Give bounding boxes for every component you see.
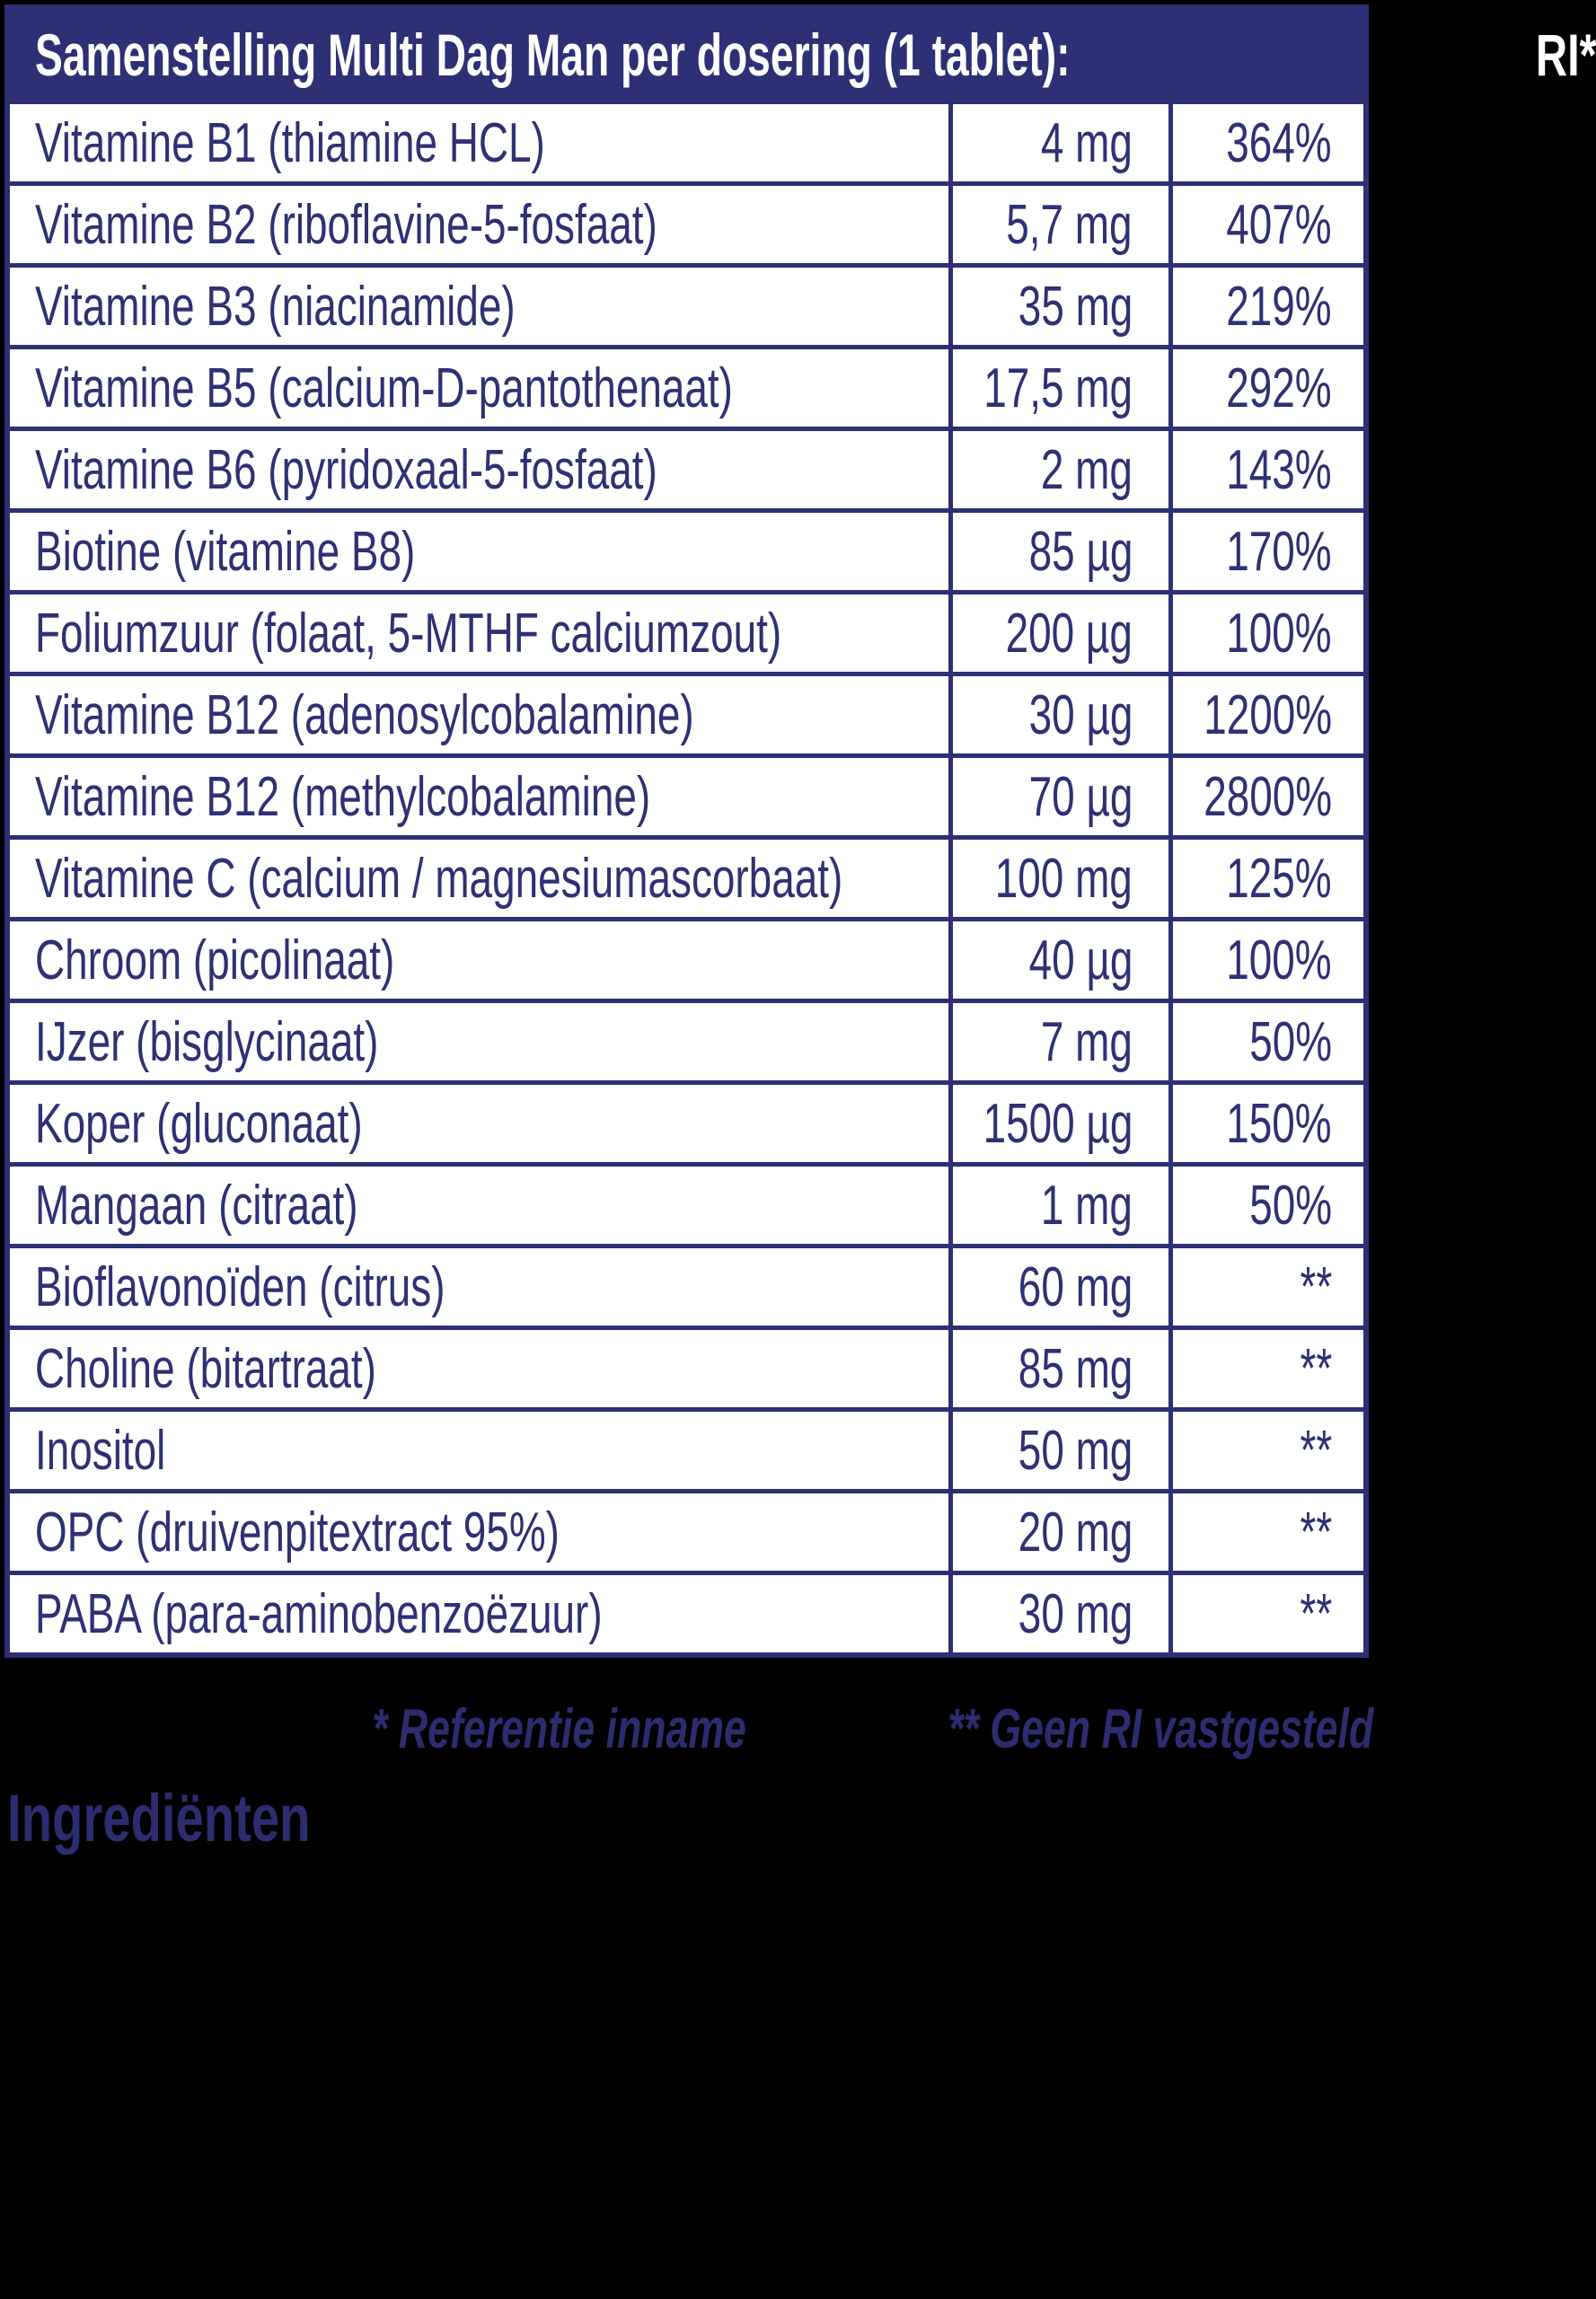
row-name-cell [10,1493,948,1571]
row-ri-text: 1200% [1204,683,1332,746]
row-amount-cell [953,104,1168,181]
row-amount-text: 70 µg [1028,765,1133,828]
row-name-text: Vitamine B12 (adenosylcobalamine) [35,683,694,746]
row-name-cell [10,1412,948,1489]
row-amount-text: 5,7 mg [1006,193,1133,256]
row-ri-text: 100% [1226,929,1332,991]
row-name-text: Vitamine B5 (calcium-D-pantothenaat) [35,357,733,419]
row-name-cell [10,513,948,590]
row-amount-text: 85 µg [1028,520,1133,583]
row-amount-cell [953,758,1168,835]
row-name-cell [10,186,948,263]
row-name-text: Choline (bitartraat) [35,1337,376,1400]
row-ri-text: ** [1300,1419,1332,1482]
row-ri-text: ** [1300,1582,1332,1645]
row-name-text: Inositol [35,1419,166,1482]
row-amount-text: 2 mg [1040,438,1133,501]
row-ri-cell [1173,1493,1363,1571]
row-ri-text: 150% [1226,1092,1332,1155]
row-ri-text: 100% [1226,602,1332,665]
row-amount-cell [953,1003,1168,1080]
row-ri-cell [1173,758,1363,835]
row-name-text: PABA (para-aminobenzoëzuur) [35,1582,603,1645]
row-ri-text: ** [1300,1255,1332,1318]
row-name-text: Koper (gluconaat) [35,1092,363,1155]
row-amount-text: 30 mg [1018,1582,1133,1645]
row-name-cell [10,1575,948,1652]
row-ri-cell [1173,921,1363,999]
row-ri-cell [1173,268,1363,345]
row-name-text: Mangaan (citraat) [35,1174,358,1237]
row-ri-cell [1173,1085,1363,1162]
row-name-text: Vitamine B2 (riboflavine-5-fosfaat) [35,193,657,256]
footnote [0,1693,1373,1765]
row-name-text: Biotine (vitamine B8) [35,520,416,583]
row-amount-text: 50 mg [1018,1419,1133,1482]
row-amount-cell [953,1493,1168,1571]
row-ri-cell [1173,840,1363,917]
row-amount-cell [953,349,1168,427]
row-ri-cell [1173,1003,1363,1080]
row-name-text: Vitamine B12 (methylcobalamine) [35,765,651,828]
row-amount-text: 7 mg [1040,1010,1133,1073]
row-amount-text: 40 µg [1028,929,1133,991]
row-ri-text: 125% [1226,847,1332,910]
row-name-cell [10,758,948,835]
row-amount-cell [953,186,1168,263]
ri-column-label: RI* [1535,22,1596,88]
row-name-cell [10,268,948,345]
row-name-text: Chroom (picolinaat) [35,929,395,991]
row-name-cell [10,1167,948,1244]
row-name-text: Vitamine B3 (niacinamide) [35,275,516,338]
row-ri-cell [1173,349,1363,427]
row-ri-text: 219% [1226,275,1332,338]
row-name-cell [10,676,948,753]
table-header-row [10,10,1596,100]
row-ri-cell [1173,1330,1363,1407]
row-amount-text: 20 mg [1018,1501,1133,1563]
row-ri-cell [1173,513,1363,590]
row-amount-text: 1500 µg [983,1092,1133,1155]
row-amount-text: 200 µg [1005,602,1133,665]
row-name-cell [10,595,948,672]
row-ri-text: 2800% [1204,765,1332,828]
row-name-cell [10,1248,948,1326]
row-ri-text: 50% [1249,1174,1332,1237]
row-amount-cell [953,1085,1168,1162]
row-amount-cell [953,1167,1168,1244]
row-amount-cell [953,268,1168,345]
row-ri-cell [1173,1248,1363,1326]
ingredients-heading: Ingrediënten [7,1780,311,1855]
row-name-text: Foliumzuur (folaat, 5-MTHF calciumzout) [35,602,782,665]
row-amount-cell [953,840,1168,917]
row-name-text: Vitamine B1 (thiamine HCL) [35,111,545,174]
row-amount-text: 1 mg [1040,1174,1133,1237]
row-name-text: IJzer (bisglycinaat) [35,1010,379,1073]
row-amount-text: 17,5 mg [983,357,1133,419]
row-name-text: Vitamine C (calcium / magnesiumascorbaat) [35,847,843,910]
row-amount-text: 30 µg [1028,683,1133,746]
row-ri-text: 364% [1226,111,1332,174]
row-amount-cell [953,1575,1168,1652]
row-ri-cell [1173,431,1363,508]
row-ri-cell [1173,1412,1363,1489]
row-ri-text: ** [1300,1337,1332,1400]
footnote-no-ri: ** Geen RI vastgesteld [948,1697,1373,1760]
row-amount-text: 60 mg [1018,1255,1133,1318]
row-amount-cell [953,1330,1168,1407]
row-name-text: OPC (druivenpitextract 95%) [35,1501,560,1563]
row-ri-text: 50% [1249,1010,1332,1073]
row-ri-cell [1173,595,1363,672]
row-amount-text: 85 mg [1018,1337,1133,1400]
row-ri-cell [1173,676,1363,753]
row-amount-cell [953,676,1168,753]
row-amount-cell [953,1248,1168,1326]
row-ri-text: 170% [1226,520,1332,583]
row-name-text: Bioflavonoïden (citrus) [35,1255,445,1318]
row-amount-cell [953,921,1168,999]
row-ri-cell [1173,1575,1363,1652]
row-amount-text: 35 mg [1018,275,1133,338]
row-amount-text: 4 mg [1040,111,1133,174]
row-name-cell [10,1003,948,1080]
composition-table [4,4,1596,1658]
footnote-reference-intake: * Referentie inname [372,1697,746,1760]
row-name-cell [10,104,948,181]
table-title: Samenstelling Multi Dag Man per dosering (1 tablet): [35,22,1071,88]
row-amount-cell [953,513,1168,590]
row-ri-cell [1173,1167,1363,1244]
row-ri-cell [1173,104,1363,181]
row-amount-cell [953,1412,1168,1489]
row-amount-cell [953,595,1168,672]
row-name-cell [10,921,948,999]
row-amount-text: 100 mg [994,847,1133,910]
row-name-cell [10,431,948,508]
row-ri-text: 143% [1226,438,1332,501]
row-ri-text: 407% [1226,193,1332,256]
row-name-cell [10,349,948,427]
row-ri-cell [1173,186,1363,263]
row-name-cell [10,840,948,917]
row-name-cell [10,1085,948,1162]
row-ri-text: ** [1300,1501,1332,1563]
row-name-cell [10,1330,948,1407]
row-amount-cell [953,431,1168,508]
row-ri-text: 292% [1226,357,1332,419]
row-name-text: Vitamine B6 (pyridoxaal-5-fosfaat) [35,438,657,501]
